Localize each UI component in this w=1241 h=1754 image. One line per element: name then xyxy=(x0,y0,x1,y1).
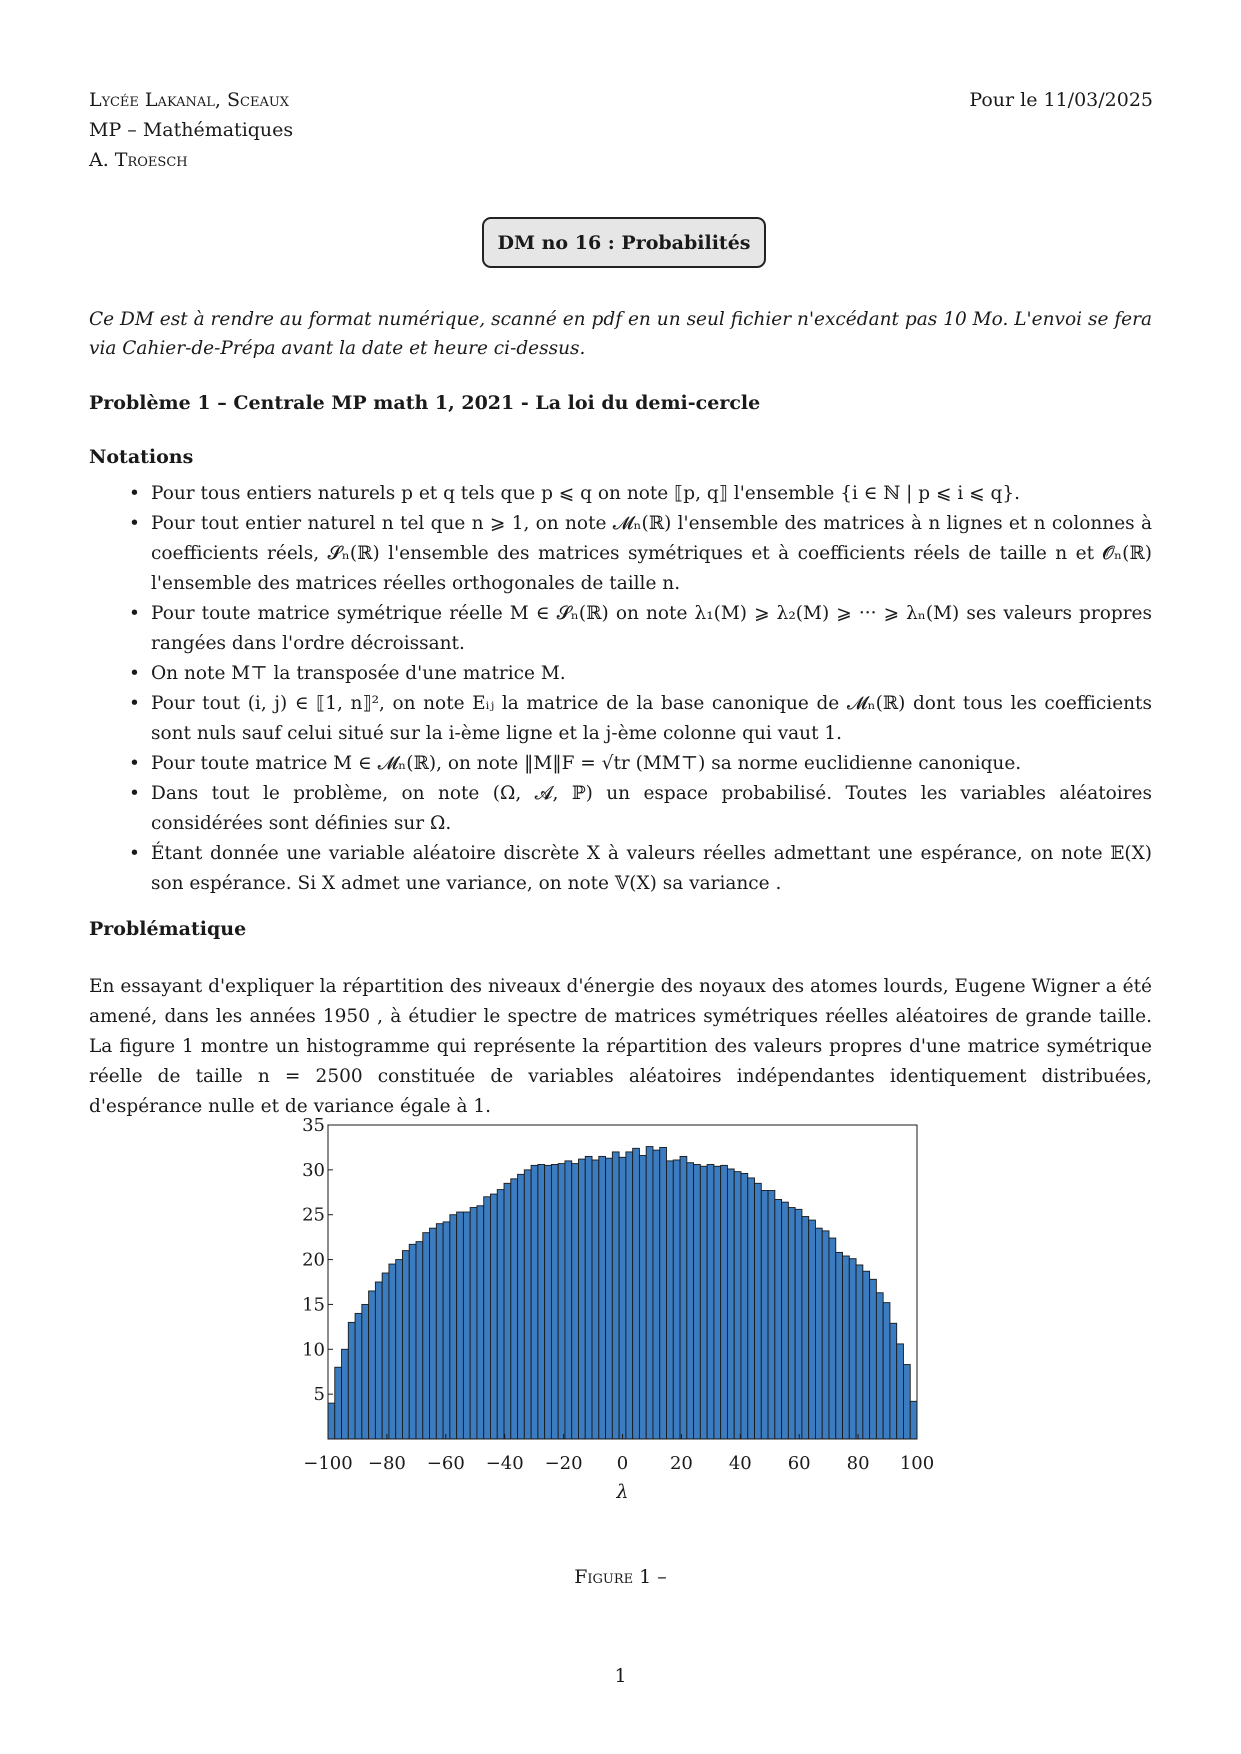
histogram-bar xyxy=(504,1183,511,1439)
histogram-bar xyxy=(430,1228,437,1439)
histogram-bar xyxy=(416,1242,423,1439)
x-tick-label: 60 xyxy=(787,1453,811,1474)
histogram-bar xyxy=(477,1206,484,1439)
histogram-bar xyxy=(829,1238,836,1439)
histogram-bar xyxy=(328,1403,335,1439)
x-tick-label: −100 xyxy=(303,1453,353,1474)
histogram-bar xyxy=(863,1271,870,1439)
histogram-bar xyxy=(849,1259,856,1439)
histogram-bar xyxy=(700,1166,707,1439)
histogram-bar xyxy=(727,1169,734,1439)
histogram-bar xyxy=(599,1156,606,1439)
x-axis-label: λ xyxy=(616,1481,629,1503)
histogram-bar xyxy=(680,1156,687,1439)
notation-item: • Pour tout (i, j) ∈ ⟦1, n⟧², on note Eᵢⱼ la matrice de la base canonique de 𝓜ₙ(ℝ) dont tous les coefficients sont nuls sauf celui situé sur la i-ème ligne et la j-ème colonne qui vaut 1. xyxy=(89,689,1152,749)
problem-heading: Problème 1 – Centrale MP math 1, 2021 - La loi du demi-cercle xyxy=(89,392,761,414)
histogram-bar xyxy=(362,1304,369,1439)
histogram-bar xyxy=(843,1256,850,1439)
histogram-bar xyxy=(545,1165,552,1439)
histogram-bar xyxy=(531,1165,538,1439)
histogram-bar xyxy=(646,1147,653,1439)
histogram-bar xyxy=(342,1349,349,1439)
histogram-bar xyxy=(788,1208,795,1439)
histogram-bar xyxy=(876,1293,883,1439)
histogram-bar xyxy=(382,1273,389,1439)
histogram-bar xyxy=(687,1163,694,1439)
histogram-bar xyxy=(518,1174,525,1439)
header-author: A. Troesch xyxy=(89,149,188,171)
histogram-bar xyxy=(335,1367,342,1439)
histogram-bar xyxy=(538,1164,545,1439)
y-tick-label: 30 xyxy=(302,1159,325,1181)
x-tick-label: −80 xyxy=(367,1453,406,1474)
histogram-bar xyxy=(572,1164,579,1439)
histogram-bar xyxy=(463,1212,470,1439)
y-tick-label: 15 xyxy=(302,1294,325,1316)
histogram-bar xyxy=(490,1194,497,1439)
histogram-bar xyxy=(369,1291,376,1439)
histogram-bar xyxy=(558,1164,565,1439)
figure-caption: Figure 1 – xyxy=(574,1566,667,1588)
histogram-bar xyxy=(551,1164,558,1439)
histogram-bar xyxy=(673,1160,680,1439)
problematique-heading: Problématique xyxy=(89,918,247,940)
histogram-bar xyxy=(910,1401,917,1439)
notation-item: • Étant donnée une variable aléatoire discrète X à valeurs réelles admettant une espérance, on note 𝔼(X) son espérance. Si X admet une variance, on note 𝕍(X) sa variance . xyxy=(89,839,1152,899)
histogram-bar xyxy=(903,1365,910,1439)
x-tick-label: −60 xyxy=(426,1453,465,1474)
histogram-bar xyxy=(457,1212,464,1439)
y-tick-label: 20 xyxy=(302,1249,325,1271)
histogram-bar xyxy=(524,1170,531,1439)
histogram-bar xyxy=(619,1157,626,1439)
histogram-bar xyxy=(497,1190,504,1439)
histogram-bar xyxy=(409,1244,416,1439)
histogram-bar xyxy=(484,1197,491,1439)
header-due-date: Pour le 11/03/2025 xyxy=(969,89,1153,111)
histogram-bar xyxy=(653,1150,660,1439)
x-tick-label: −40 xyxy=(485,1453,524,1474)
histogram-bar xyxy=(606,1158,613,1439)
histogram-bar xyxy=(660,1147,667,1439)
histogram-bar xyxy=(748,1178,755,1439)
x-tick-label: 0 xyxy=(616,1453,629,1474)
problematique-text: En essayant d'expliquer la répartition des niveaux d'énergie des noyaux des atomes lourds, Eugene Wigner a été amené, dans les années 1950 , à étudier le spectre de matrices symétriques réelles aléatoires de grande taille. La figure 1 montre un histogramme qui représente la répartition des valeurs propres d'une matrice symétrique réelle de taille n = 2500 constituée de variables aléatoires indépendantes identiquement distribuées, d'espérance nulle et de variance égale à 1. xyxy=(89,976,1152,1117)
histogram-bar xyxy=(761,1190,768,1439)
x-tick-label: −20 xyxy=(544,1453,583,1474)
histogram-bar xyxy=(402,1251,409,1439)
histogram-bar xyxy=(897,1344,904,1439)
y-tick-label: 5 xyxy=(313,1384,325,1406)
histogram-bar xyxy=(883,1303,890,1439)
histogram-bar xyxy=(585,1156,592,1439)
histogram-bar xyxy=(890,1323,897,1439)
histogram-bar xyxy=(565,1161,572,1439)
histogram-bar xyxy=(694,1164,701,1439)
document-title: DM no 16 : Probabilités xyxy=(482,217,766,268)
intro-text: Ce DM est à rendre au format numérique, scanné en pdf en un seul fichier n'excédant pas 10 Mo. L'envoi se fera via Cahier-de-Prépa avant la date et heure ci-dessus. xyxy=(89,309,1152,359)
histogram-bar xyxy=(375,1282,382,1439)
notation-item: • Pour tous entiers naturels p et q tels que p ⩽ q on note ⟦p, q⟧ l'ensemble {i ∈ ℕ | p ⩽ i ⩽ q}. xyxy=(89,479,1152,509)
notation-item: • Dans tout le problème, on note (Ω, 𝓐, ℙ) un espace probabilisé. Toutes les variables aléatoires considérées sont définies sur Ω. xyxy=(89,779,1152,839)
notation-item: • Pour toute matrice M ∈ 𝓜ₙ(ℝ), on note ‖M‖F = √tr (MM⊤) sa norme euclidienne canonique. xyxy=(89,749,1152,779)
histogram-bar xyxy=(633,1148,640,1439)
page-number: 1 xyxy=(614,1665,627,1687)
histogram-bar xyxy=(707,1164,714,1439)
histogram-bar xyxy=(389,1264,396,1439)
histogram-bar xyxy=(768,1190,775,1439)
histogram-bar xyxy=(822,1231,829,1439)
histogram-bar xyxy=(782,1202,789,1439)
x-tick-label: 40 xyxy=(728,1453,752,1474)
histogram-bar xyxy=(714,1166,721,1439)
histogram-bar xyxy=(612,1152,619,1439)
histogram-bar xyxy=(355,1313,362,1439)
histogram-bar xyxy=(667,1161,674,1439)
histogram-bar xyxy=(870,1279,877,1439)
y-tick-label: 35 xyxy=(302,1115,325,1136)
histogram-bar xyxy=(795,1209,802,1439)
histogram-bar xyxy=(734,1172,741,1439)
notation-item: • Pour toute matrice symétrique réelle M ∈ 𝓢ₙ(ℝ) on note λ₁(M) ⩾ λ₂(M) ⩾ ··· ⩾ λₙ(M) ses valeurs propres rangées dans l'ordre décroissant. xyxy=(89,599,1152,659)
x-tick-label: 80 xyxy=(846,1453,870,1474)
histogram-bar xyxy=(775,1199,782,1439)
histogram-bar xyxy=(721,1165,728,1439)
histogram-bar xyxy=(592,1160,599,1439)
histogram-bar xyxy=(436,1224,443,1439)
histogram-bar xyxy=(450,1215,457,1439)
histogram-bar xyxy=(443,1222,450,1439)
notations-heading: Notations xyxy=(89,446,194,468)
notation-item: • On note M⊤ la transposée d'une matrice M. xyxy=(89,659,1152,689)
histogram-bar xyxy=(578,1159,585,1439)
header-school: Lycée Lakanal, Sceaux xyxy=(89,89,290,111)
notation-item: • Pour tout entier naturel n tel que n ⩾ 1, on note 𝓜ₙ(ℝ) l'ensemble des matrices à n lignes et n colonnes à coefficients réels, 𝓢ₙ(ℝ) l'ensemble des matrices symétriques et à coefficients réels de taille n et 𝓞ₙ(ℝ) l'ensemble des matrices réelles orthogonales de taille n. xyxy=(89,509,1152,599)
histogram-bar xyxy=(755,1183,762,1439)
y-tick-label: 10 xyxy=(302,1339,325,1361)
histogram-bar xyxy=(348,1322,355,1439)
header-course: MP – Mathématiques xyxy=(89,119,294,141)
histogram-bar xyxy=(856,1265,863,1439)
histogram-bar xyxy=(423,1233,430,1439)
histogram-bar xyxy=(815,1228,822,1439)
histogram-bar xyxy=(626,1152,633,1439)
histogram-bar xyxy=(809,1220,816,1439)
histogram-bar xyxy=(396,1260,403,1439)
histogram-bar xyxy=(470,1208,477,1439)
histogram-bar xyxy=(639,1156,646,1439)
histogram-bar xyxy=(741,1173,748,1439)
y-tick-label: 25 xyxy=(302,1204,325,1226)
x-tick-label: 20 xyxy=(669,1453,693,1474)
histogram-bar xyxy=(836,1252,843,1439)
histogram-bar xyxy=(802,1217,809,1439)
x-tick-label: 100 xyxy=(899,1453,935,1474)
histogram-bar xyxy=(511,1179,518,1439)
